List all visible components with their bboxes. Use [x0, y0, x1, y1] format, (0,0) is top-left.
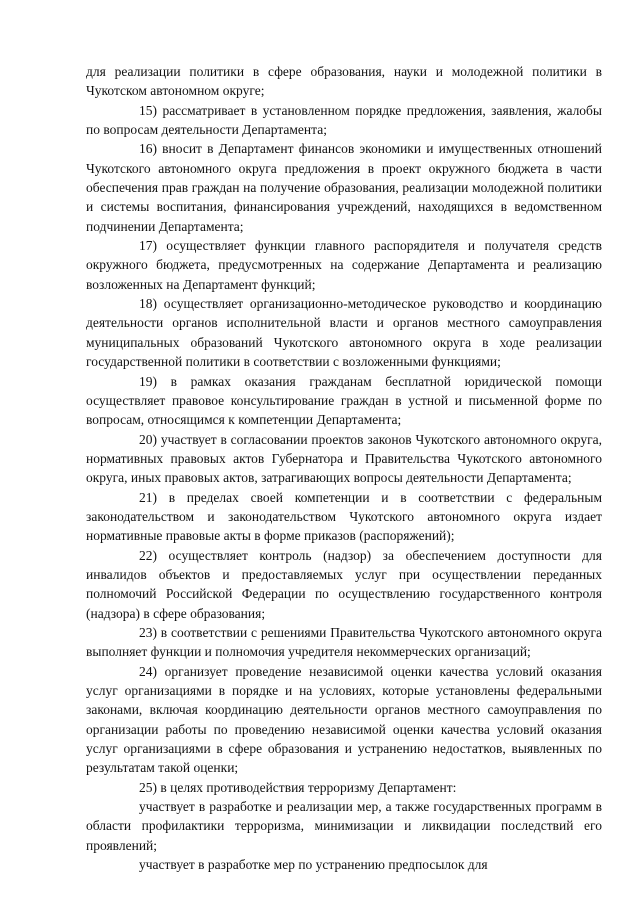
paragraph-item-17: 17) осуществляет функции главного распорядителя и получателя средств окружного бюджета, предусмотренных на содержание Департамента и реализацию возложенных на Департамент функций;: [86, 238, 602, 292]
paragraph-item-15: 15) рассматривает в установленном порядке предложения, заявления, жалобы по вопросам деятельности Департамента;: [86, 102, 602, 138]
paragraph-item-20: 20) участвует в согласовании проектов законов Чукотского автономного округа, нормативных правовых актов Губернатора и Правительства Чукотского автономного округа, иных правовых актов, затрагивающих вопросы деятельности Департамента;: [86, 431, 602, 486]
paragraph-item-25: 25) в целях противодействия терроризму Департамент:: [139, 779, 457, 795]
paragraph-item-18: 18) осуществляет организационно-методическое руководство и координацию деятельности органов исполнительной власти и органов местного самоуправления муниципальных образований Чукотского автономного округа в ходе реализации государственной политики в соответствии с возложенными функциями;: [86, 296, 602, 370]
document-text: [86, 62, 602, 874]
paragraph-item-25-sub-1: участвует в разработке и реализации мер, а также государственных программ в области профилактики терроризма, минимизации и ликвидации последствий его проявлений;: [86, 799, 602, 853]
paragraph-continuation: для реализации политики в сфере образования, науки и молодежной политики в Чукотском автономном округе;: [86, 64, 602, 99]
paragraph-item-22: 22) осуществляет контроль (надзор) за обеспечением доступности для инвалидов объектов и предоставляемых услуг при осуществлении переданных полномочий Российской Федерации по осуществлению государственного контроля (надзора) в сфере образования;: [86, 547, 602, 621]
paragraph-item-24: 24) организует проведение независимой оценки качества условий оказания услуг организациями в порядке и на условиях, которые установлены федеральными законами, включая координацию деятельности органов местного самоуправления по организации работы по проведению независимой оценки качества условий оказания услуг организациями в сфере образования и устранению недостатков, выявленных по результатам такой оценки;: [86, 663, 602, 776]
paragraph-item-21: 21) в пределах своей компетенции и в соответствии с федеральным законодательством и законодательством Чукотского автономного округа издает нормативные правовые акты в форме приказов (распоряжений);: [86, 489, 602, 544]
paragraph-item-23: 23) в соответствии с решениями Правительства Чукотского автономного округа выполняет функции и полномочия учредителя некоммерческих организаций;: [86, 624, 602, 660]
paragraph-item-19: 19) в рамках оказания гражданам бесплатной юридической помощи осуществляет правовое консультирование граждан в устной и письменной форме по вопросам, относящимся к компетенции Департамента;: [86, 373, 602, 428]
paragraph-item-16: 16) вносит в Департамент финансов экономики и имущественных отношений Чукотского автономного округа предложения в проект окружного бюджета в части обеспечения прав граждан на получение образования, реализации молодежной политики и системы воспитания, финансирования учреждений, находящихся в ведомственном подчинении Департамента;: [86, 141, 602, 234]
paragraph-item-25-sub-2: участвует в разработке мер по устранению предпосылок для: [139, 857, 488, 873]
